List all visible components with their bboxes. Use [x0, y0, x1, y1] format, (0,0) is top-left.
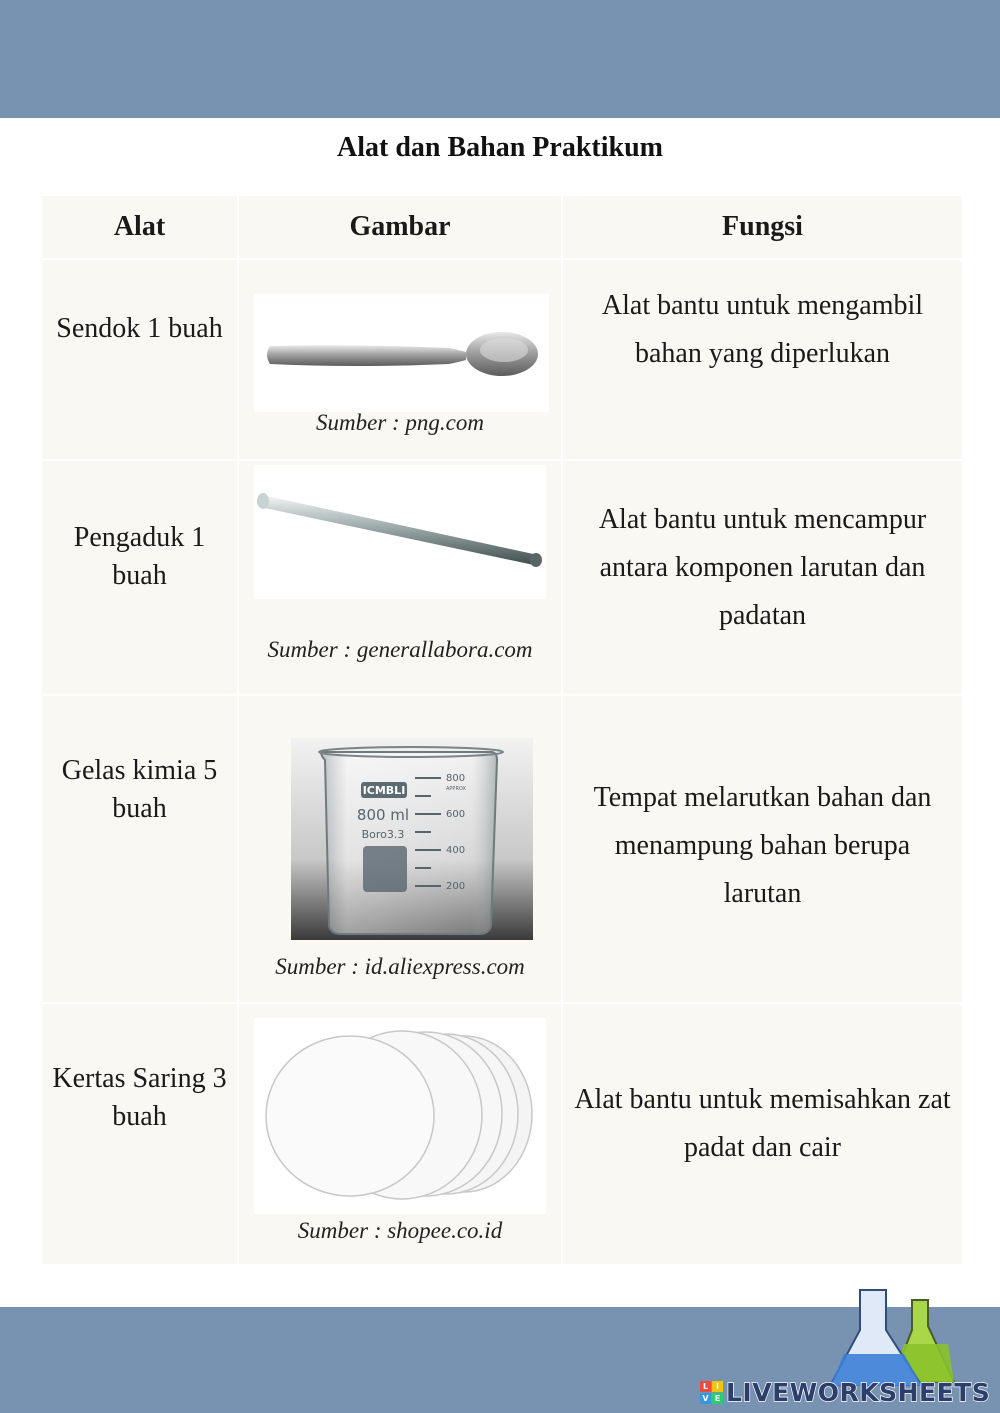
alat-pengaduk — [42, 461, 237, 694]
beaker-approx-label: APPROX — [446, 786, 466, 792]
fungsi-gelas-kimia-text: Tempat melarutkan bahan dan menampung bahan berupa larutan — [593, 782, 932, 909]
beaker-icon — [291, 738, 533, 940]
spoon-image — [254, 294, 549, 412]
sumber-kertas-saring: Sumber : shopee.co.id — [297, 1218, 503, 1243]
alat-kertas-saring-label: Kertas Saring 3 buah — [52, 1063, 227, 1132]
alat-gelas-kimia-label: Gelas kimia 5 buah — [61, 755, 218, 824]
filter-paper-icon — [254, 1018, 546, 1214]
logo-block-v: V — [700, 1393, 711, 1404]
fungsi-pengaduk-text: Alat bantu untuk mencampur antara komponen larutan dan padatan — [598, 503, 927, 631]
sumber-sendok: Sumber : png.com — [316, 410, 484, 435]
beaker-mark-400: 400 — [446, 845, 466, 856]
sumber-gelas-kimia: Sumber : id.aliexpress.com — [275, 954, 525, 979]
flasks-icon — [830, 1286, 965, 1386]
materials-table — [42, 196, 962, 1264]
beaker-mark-200: 200 — [446, 881, 466, 892]
page-title: Alat dan Bahan Praktikum — [337, 132, 663, 163]
spoon-icon — [254, 294, 549, 412]
alat-pengaduk-label: Pengaduk 1 buah — [73, 522, 206, 591]
beaker-mark-600: 600 — [446, 809, 466, 820]
beaker-brand: ICMBLI — [362, 784, 406, 797]
beaker-image — [291, 738, 533, 940]
gambar-kertas-saring — [239, 1004, 561, 1264]
stirring-rod-image — [254, 465, 546, 599]
liveworksheets-logo-blocks — [700, 1381, 723, 1404]
logo-block-e: E — [712, 1393, 723, 1404]
fungsi-kertas-saring-text: Alat bantu untuk memisahkan zat padat dan cair — [574, 1084, 951, 1163]
fungsi-sendok-text: Alat bantu untuk mengambil bahan yang diperlukan — [601, 289, 924, 369]
alat-sendok — [42, 260, 237, 459]
logo-block-l: L — [700, 1381, 711, 1392]
fungsi-gelas-kimia — [563, 696, 962, 1002]
fungsi-pengaduk — [563, 461, 962, 694]
header-fungsi: Fungsi — [563, 196, 962, 258]
sumber-pengaduk: Sumber : generallabora.com — [267, 637, 533, 662]
header-alat: Alat — [42, 196, 237, 258]
liveworksheets-logo-text: LIVEWORKSHEETS — [726, 1377, 991, 1407]
fungsi-sendok — [563, 260, 962, 459]
beaker-volume: 800 ml — [356, 806, 410, 824]
header-bar — [0, 0, 1000, 118]
header-gambar: Gambar — [239, 196, 561, 258]
gambar-pengaduk — [239, 461, 561, 694]
liveworksheets-logo — [700, 1374, 990, 1410]
beaker-glass-type: Boro3.3 — [361, 828, 405, 841]
logo-block-i: I — [712, 1381, 723, 1392]
filter-paper-image — [254, 1018, 546, 1214]
gambar-sendok — [239, 260, 561, 459]
fungsi-kertas-saring — [563, 1004, 962, 1264]
stirring-rod-icon — [254, 465, 546, 599]
beaker-mark-800: 800 — [446, 773, 466, 784]
alat-kertas-saring — [42, 1004, 237, 1264]
gambar-gelas-kimia — [239, 696, 561, 1002]
alat-sendok-label: Sendok 1 buah — [56, 313, 223, 344]
alat-gelas-kimia — [42, 696, 237, 1002]
